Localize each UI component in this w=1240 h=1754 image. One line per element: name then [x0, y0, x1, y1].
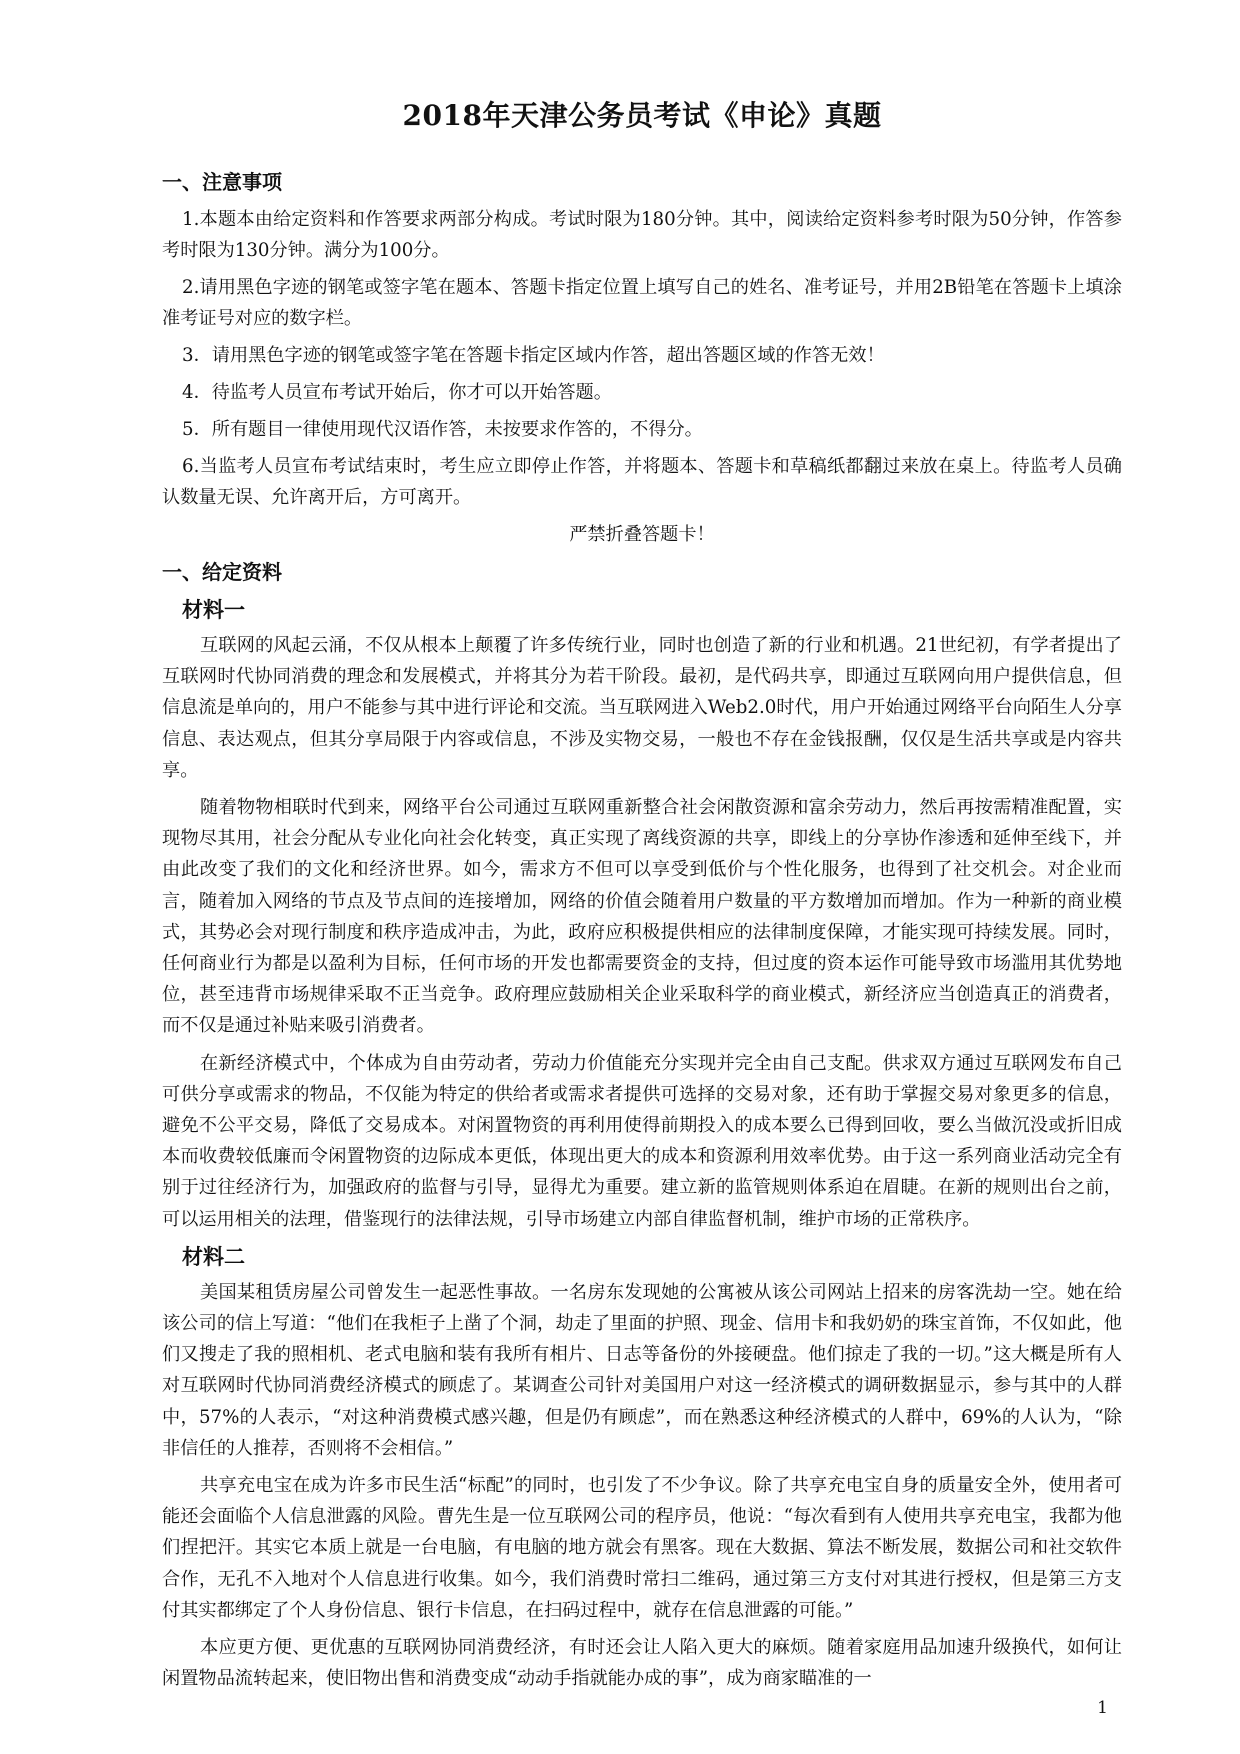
notice-item-6: 6.当监考人员宣布考试结束时，考生应立即停止作答，并将题本、答题卡和草稿纸都翻过来放在桌上。待监考人员确认数量无误、允许离开后，方可离开。: [162, 456, 1122, 508]
notice-item-4: 4．待监考人员宣布考试开始后，你才可以开始答题。: [182, 382, 612, 403]
notice-item-3: 3．请用黑色字迹的钢笔或签字笔在答题卡指定区域内作答，超出答题区域的作答无效！: [182, 345, 885, 366]
notice-item-2: 2.请用黑色字迹的钢笔或签字笔在题本、答题卡指定位置上填写自己的姓名、准考证号，并用2B铅笔在答题卡上填涂准考证号对应的数字栏。: [162, 277, 1122, 329]
material-one-paragraph-2: 随着物物相联时代到来，网络平台公司通过互联网重新整合社会闲散资源和富余劳动力，然后再按需精准配置，实现物尽其用，社会分配从专业化向社会化转变，真正实现了离线资源的共享，即线上的分享协作渗透和延伸至线下，并由此改变了我们的文化和经济世界。如今，需求方不但可以享受到低价与个性化服务，也得到了社交机会。对企业而言，随着加入网络的节点及节点间的连接增加，网络的价值会随着用户数量的平方数增加而增加。作为一种新的商业模式，其势必会对现行制度和秩序造成冲击，为此，政府应积极提供相应的法律制度保障，才能实现可持续发展。同时，任何商业行为都是以盈利为目标，任何市场的开发也都需要资金的支持，但过度的资本运作可能导致市场滥用其优势地位，甚至违背市场规律采取不正当竞争。政府理应鼓励相关企业采取科学的商业模式，新经济应当创造真正的消费者，而不仅是通过补贴来吸引消费者。: [162, 797, 1122, 1037]
material-two-paragraph-2: 共享充电宝在成为许多市民生活“标配”的同时，也引发了不少争议。除了共享充电宝自身的质量安全外，使用者可能还会面临个人信息泄露的风险。曹先生是一位互联网公司的程序员，他说：“每次看到有人使用共享充电宝，我都为他们捏把汗。其实它本质上就是一台电脑，有电脑的地方就会有黑客。现在大数据、算法不断发展，数据公司和社交软件合作，无孔不入地对个人信息进行收集。如今，我们消费时常扫二维码，通过第三方支付对其进行授权，但是第三方支付其实都绑定了个人身份信息、银行卡信息，在扫码过程中，就存在信息泄露的可能。”: [162, 1475, 1122, 1621]
materials-heading: 一、给定资料: [162, 560, 282, 584]
notice-heading: 一、注意事项: [162, 170, 282, 194]
notice-warning: 严禁折叠答题卡！: [569, 524, 715, 545]
document-page: [162, 96, 1122, 1701]
material-two-paragraph-3: 本应更方便、更优惠的互联网协同消费经济，有时还会让人陷入更大的麻烦。随着家庭用品加速升级换代，如何让闲置物品流转起来，使旧物出售和消费变成“动动手指就能办成的事”，成为商家瞄准的一: [162, 1637, 1122, 1690]
material-one-paragraph-1: 互联网的风起云涌，不仅从根本上颠覆了许多传统行业，同时也创造了新的行业和机遇。21世纪初，有学者提出了互联网时代协同消费的理念和发展模式，并将其分为若干阶段。最初，是代码共享，即通过互联网向用户提供信息，但信息流是单向的，用户不能参与其中进行评论和交流。当互联网进入Web2.0时代，用户开始通过网络平台向陌生人分享信息、表达观点，但其分享局限于内容或信息，不涉及实物交易，一般也不存在金钱报酬，仅仅是生活共享或是内容共享。: [162, 635, 1122, 781]
materials-section: [162, 556, 1122, 1695]
notice-item-1: 1.本题本由给定资料和作答要求两部分构成。考试时限为180分钟。其中，阅读给定资料参考时限为50分钟，作答参考时限为130分钟。满分为100分。: [162, 209, 1122, 261]
notice-section: [162, 166, 1122, 550]
page-number: 1: [1097, 1698, 1108, 1718]
material-one-paragraph-3: 在新经济模式中，个体成为自由劳动者，劳动力价值能充分实现并完全由自己支配。供求双方通过互联网发布自己可供分享或需求的物品，不仅能为特定的供给者或需求者提供可选择的交易对象，还有助于掌握交易对象更多的信息，避免不公平交易，降低了交易成本。对闲置物资的再利用使得前期投入的成本要么已得到回收，要么当做沉没或折旧成本而收费较低廉而令闲置物资的边际成本更低，体现出更大的成本和资源利用效率优势。由于这一系列商业活动完全有别于过往经济行为，加强政府的监督与引导，显得尤为重要。建立新的监管规则体系迫在眉睫。在新的规则出台之前，可以运用相关的法理，借鉴现行的法律法规，引导市场建立内部自律监督机制，维护市场的正常秩序。: [162, 1052, 1122, 1230]
material-two-paragraph-1: 美国某租赁房屋公司曾发生一起恶性事故。一名房东发现她的公寓被从该公司网站上招来的房客洗劫一空。她在给该公司的信上写道：“他们在我柜子上凿了个洞，劫走了里面的护照、现金、信用卡和我奶奶的珠宝首饰，不仅如此，他们又搜走了我的照相机、老式电脑和装有我所有相片、日志等备份的外接硬盘。他们掠走了我的一切。”这大概是所有人对互联网时代协同消费经济模式的顾虑了。某调查公司针对美国用户对这一经济模式的调研数据显示，参与其中的人群中，57%的人表示，“对这种消费模式感兴趣，但是仍有顾虑”，而在熟悉这种经济模式的人群中，69%的人认为，“除非信任的人推荐，否则将不会相信。”: [162, 1281, 1122, 1459]
page-title: 2018年天津公务员考试《申论》真题: [402, 99, 882, 132]
notice-item-5: 5．所有题目一律使用现代汉语作答，未按要求作答的，不得分。: [182, 419, 703, 440]
material-two-title: 材料二: [182, 1243, 245, 1269]
material-one-title: 材料一: [182, 597, 245, 622]
